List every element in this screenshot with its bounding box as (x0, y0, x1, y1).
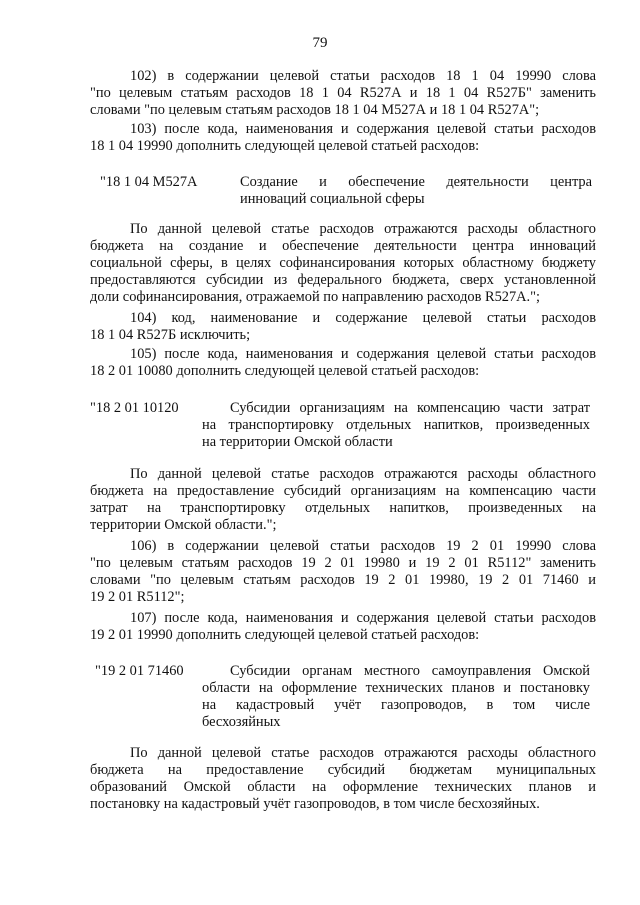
text-line: 19 2 01 19990 дополнить следующей целевой статьей расходов: (90, 627, 480, 643)
text-line: По данной целевой статье расходов отражаются расходы областного (130, 466, 596, 482)
text-line: 103) после кода, наименования и содержания целевой статьи расходов (130, 121, 596, 137)
text-line: По данной целевой статье расходов отражаются расходы областного (130, 745, 596, 761)
paragraph (90, 745, 596, 813)
text-line: 105) после кода, наименования и содержания целевой статьи расходов (130, 346, 596, 362)
text-line: социальной сферы, в целях софинансирования которых областному бюджету (90, 255, 596, 271)
item-107 (90, 610, 596, 644)
budget-code-description (240, 174, 592, 208)
text-line: словами "по целевым статьям расходов 19 2 01 19980, 19 2 01 71460 и (90, 572, 596, 588)
text-line: бесхозяйных (202, 714, 281, 730)
budget-code: "18 2 01 10120 (90, 400, 179, 416)
item-103 (90, 121, 596, 155)
item-104 (90, 310, 596, 344)
text-line: "по целевым статьям расходов 19 2 01 19980 и 19 2 01 R5112" заменить (90, 555, 596, 571)
item-105 (90, 346, 596, 380)
text-line: Создание и обеспечение деятельности центра (240, 174, 592, 190)
text-line: 106) в содержании целевой статьи расходов 19 2 01 19990 слова (130, 538, 596, 554)
text-line: 19 2 01 R5112"; (90, 589, 185, 605)
text-line: бюджета на создание и обеспечение деятельности центра инноваций (90, 238, 596, 254)
text-line: затрат на транспортировку отдельных напитков, произведенных на (90, 500, 596, 516)
paragraph (90, 221, 596, 306)
text-line: 104) код, наименование и содержание целевой статьи расходов (130, 310, 596, 326)
item-106 (90, 538, 596, 606)
text-line: на транспортировку отдельных напитков, произведенных (202, 417, 590, 433)
text-line: инноваций социальной сферы (240, 191, 425, 207)
text-line: словами "по целевым статьям расходов 18 1 04 М527А и 18 1 04 R527А"; (90, 102, 540, 118)
text-line: Субсидии организациям на компенсацию части затрат (230, 400, 590, 416)
budget-code-entry (90, 663, 596, 735)
text-line: 18 2 01 10080 дополнить следующей целевой статьей расходов: (90, 363, 480, 379)
text-line: образований Омской области на оформление технических планов и (90, 779, 596, 795)
budget-code-description (202, 400, 590, 451)
text-line: постановку на кадастровый учёт газопроводов, в том числе бесхозяйных. (90, 796, 540, 812)
text-line: 18 1 04 19990 дополнить следующей целевой статьей расходов: (90, 138, 480, 154)
text-line: на кадастровый учёт газопроводов, в том числе (202, 697, 590, 713)
text-line: 107) после кода, наименования и содержания целевой статьи расходов (130, 610, 596, 626)
budget-code: "19 2 01 71460 (95, 663, 184, 679)
text-line: 102) в содержании целевой статьи расходов 18 1 04 19990 слова (130, 68, 596, 84)
text-line: Субсидии органам местного самоуправления Омской (230, 663, 590, 679)
budget-code: "18 1 04 М527А (100, 174, 198, 190)
text-line: По данной целевой статье расходов отражаются расходы областного (130, 221, 596, 237)
budget-code-description (202, 663, 590, 731)
text-line: 18 1 04 R527Б исключить; (90, 327, 251, 343)
text-line: доли софинансирования, отражаемой по направлению расходов R527А."; (90, 289, 541, 305)
text-line: территории Омской области."; (90, 517, 277, 533)
page-number: 79 (312, 35, 328, 51)
text-line: "по целевым статьям расходов 18 1 04 R527А и 18 1 04 R527Б" заменить (90, 85, 596, 101)
text-line: области на оформление технических планов и постановку (202, 680, 590, 696)
text-line: бюджета на предоставление субсидий бюджетам муниципальных (90, 762, 596, 778)
budget-code-entry (90, 400, 596, 454)
paragraph (90, 466, 596, 534)
item-102 (90, 68, 596, 119)
text-line: бюджета на предоставление субсидий организациям на компенсацию части (90, 483, 596, 499)
budget-code-entry (90, 174, 596, 214)
text-line: предоставляются субсидии из федерального бюджета, сверх установленной (90, 272, 596, 288)
text-line: на территории Омской области (202, 434, 393, 450)
